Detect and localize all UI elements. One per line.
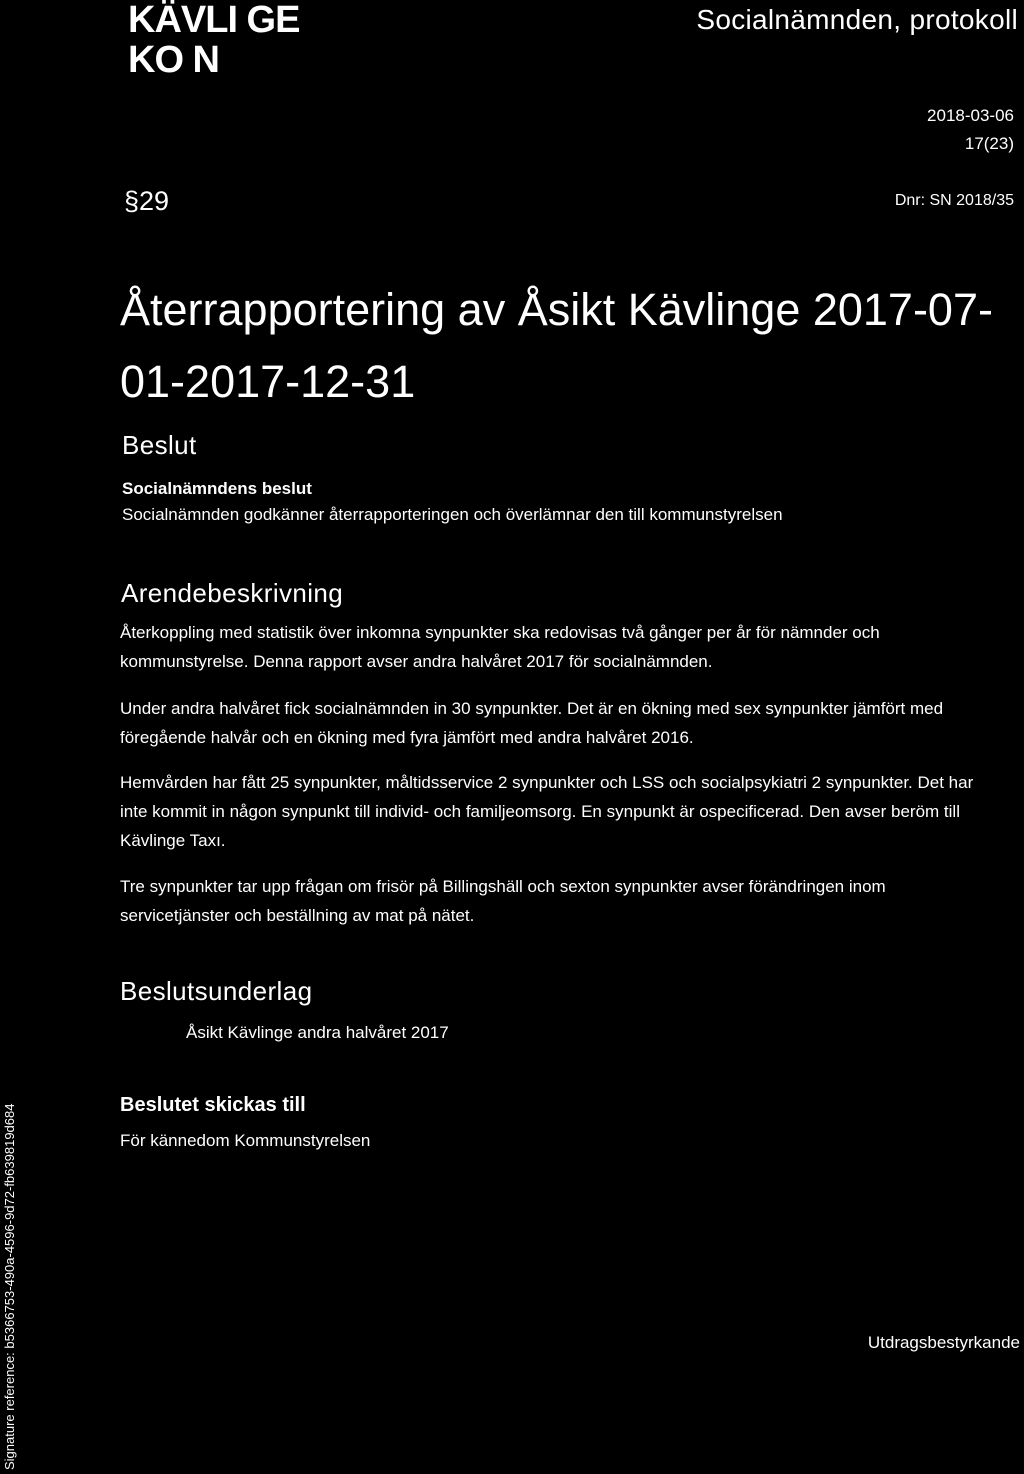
skickas-text: För kännedom Kommunstyrelsen xyxy=(120,1131,371,1150)
document-type: Socialnämnden, protokoll xyxy=(696,4,1018,35)
beslut-subheading: Socialnämndens beslut xyxy=(122,479,312,498)
arende-paragraph-1: Återkoppling med statistik över inkomna synpunkter ska redovisas två gånger per år för nämnder och kommunstyrelse. Denna rapport avser andra halvåret 2017 för socialnämnden. xyxy=(120,623,880,671)
beslut-text: Socialnämnden godkänner återrapporteringen och överlämnar den till kommunstyrelsen xyxy=(122,505,783,524)
beslutsunderlag-heading: Beslutsunderlag xyxy=(120,976,313,1006)
arendebeskrivning-heading: Arendebeskrivning xyxy=(121,578,344,608)
beslutsunderlag-item: Åsikt Kävlinge andra halvåret 2017 xyxy=(186,1023,449,1042)
arende-paragraph-4: Tre synpunkter tar upp frågan om frisör på Billingshäll och sexton synpunkter avser förändringen inom servicetjänster och beställning av mat på nätet. xyxy=(120,877,886,925)
signature-reference: Signature reference: b5366753-490a-4596-9d72-fb639819d684 xyxy=(2,1103,17,1470)
page-number: 17(23) xyxy=(964,134,1014,153)
utdragsbestyrkande-label: Utdragsbestyrkande xyxy=(867,1333,1020,1352)
municipality-logo xyxy=(128,0,299,80)
section-number: §29 xyxy=(124,186,170,216)
arende-paragraph-2: Under andra halvåret fick socialnämnden in 30 synpunkter. Det är en ökning med sex synpunkter jämfört med föregående halvår och en ökning med fyra jämfört med andra halvåret 2016. xyxy=(120,699,944,747)
diary-number: Dnr: SN 2018/35 xyxy=(894,192,1014,209)
beslut-heading: Beslut xyxy=(122,430,197,460)
skickas-heading: Beslutet skickas till xyxy=(120,1094,306,1116)
logo-line-1: KÄVLI GE xyxy=(128,0,300,41)
arende-paragraph-3: Hemvården har fått 25 synpunkter, måltidsservice 2 synpunkter och LSS och socialpsykiatri 2 synpunkter. Det har inte kommit in någon synpunkt till individ- och familjeomsorg. En synpunkt är ospecificerad. Den avser beröm till Kävlinge Taxı. xyxy=(120,773,974,850)
meeting-date: 2018-03-06 xyxy=(927,106,1014,125)
page-title: Återrapportering av Åsikt Kävlinge 2017-07-01-2017-12-31 xyxy=(120,284,993,407)
logo-line-2: KO N xyxy=(128,39,219,81)
